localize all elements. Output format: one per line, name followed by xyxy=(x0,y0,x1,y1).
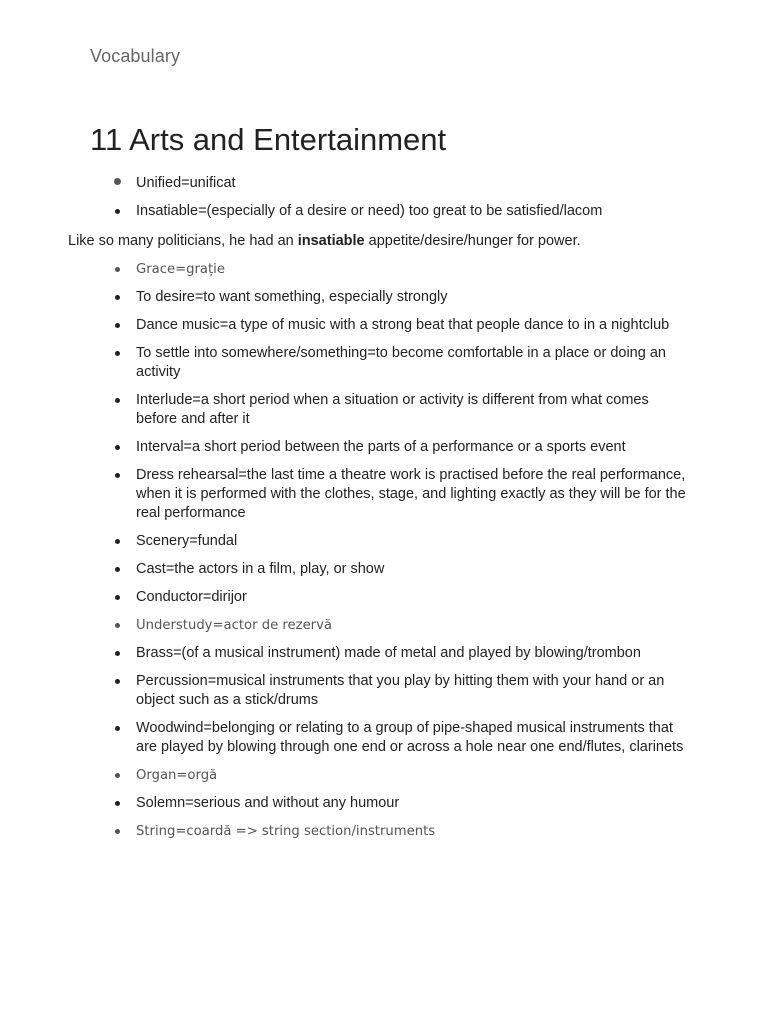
vocab-item-to-settle-into: To settle into somewhere/something=to become comfortable in a place or doing an activity xyxy=(0,344,768,382)
vocab-item-brass: Brass=(of a musical instrument) made of metal and played by blowing/trombon xyxy=(0,644,768,663)
vocab-item-insatiable: Insatiable=(especially of a desire or need) too great to be satisfied/lacom xyxy=(0,202,768,221)
vocab-item-grace: Grace=grație xyxy=(0,260,768,279)
vocab-item-solemn: Solemn=serious and without any humour xyxy=(0,794,768,813)
vocabulary-list-main xyxy=(0,260,768,850)
example-text-before: Like so many politicians, he had an xyxy=(68,233,298,249)
vocab-item-to-desire: To desire=to want something, especially strongly xyxy=(0,288,768,307)
vocab-item-interval: Interval=a short period between the parts of a performance or a sports event xyxy=(0,438,768,457)
vocab-item-understudy: Understudy=actor de rezervă xyxy=(0,616,768,635)
vocab-item-dress-rehearsal: Dress rehearsal=the last time a theatre work is practised before the real performance, when it is performed with the clothes, stage, and lighting exactly as they will be for the real performance xyxy=(0,466,768,523)
vocab-item-woodwind: Woodwind=belonging or relating to a group of pipe-shaped musical instruments that are played by blowing through one end or across a hole near one end/flutes, clarinets xyxy=(0,719,768,757)
vocab-item-string: String=coardă => string section/instruments xyxy=(0,822,768,841)
example-sentence xyxy=(68,233,581,249)
example-bold-word: insatiable xyxy=(297,233,365,249)
vocabulary-list-top xyxy=(0,174,768,230)
vocab-item-conductor: Conductor=dirijor xyxy=(0,588,768,607)
page-title: 11 Arts and Entertainment xyxy=(90,122,447,157)
vocab-item-percussion: Percussion=musical instruments that you play by hitting them with your hand or an object such as a stick/drums xyxy=(0,672,768,710)
vocab-item-scenery: Scenery=fundal xyxy=(0,532,768,551)
example-text-after: appetite/desire/hunger for power. xyxy=(364,233,581,249)
vocab-item-interlude: Interlude=a short period when a situation or activity is different from what comes before and after it xyxy=(0,391,768,429)
vocab-item-cast: Cast=the actors in a film, play, or show xyxy=(0,560,768,579)
document-header: Vocabulary xyxy=(90,46,181,66)
vocab-item-organ: Organ=orgă xyxy=(0,766,768,785)
vocab-item-dance-music: Dance music=a type of music with a strong beat that people dance to in a nightclub xyxy=(0,316,768,335)
vocab-item-unified: Unified=unificat xyxy=(0,174,768,193)
